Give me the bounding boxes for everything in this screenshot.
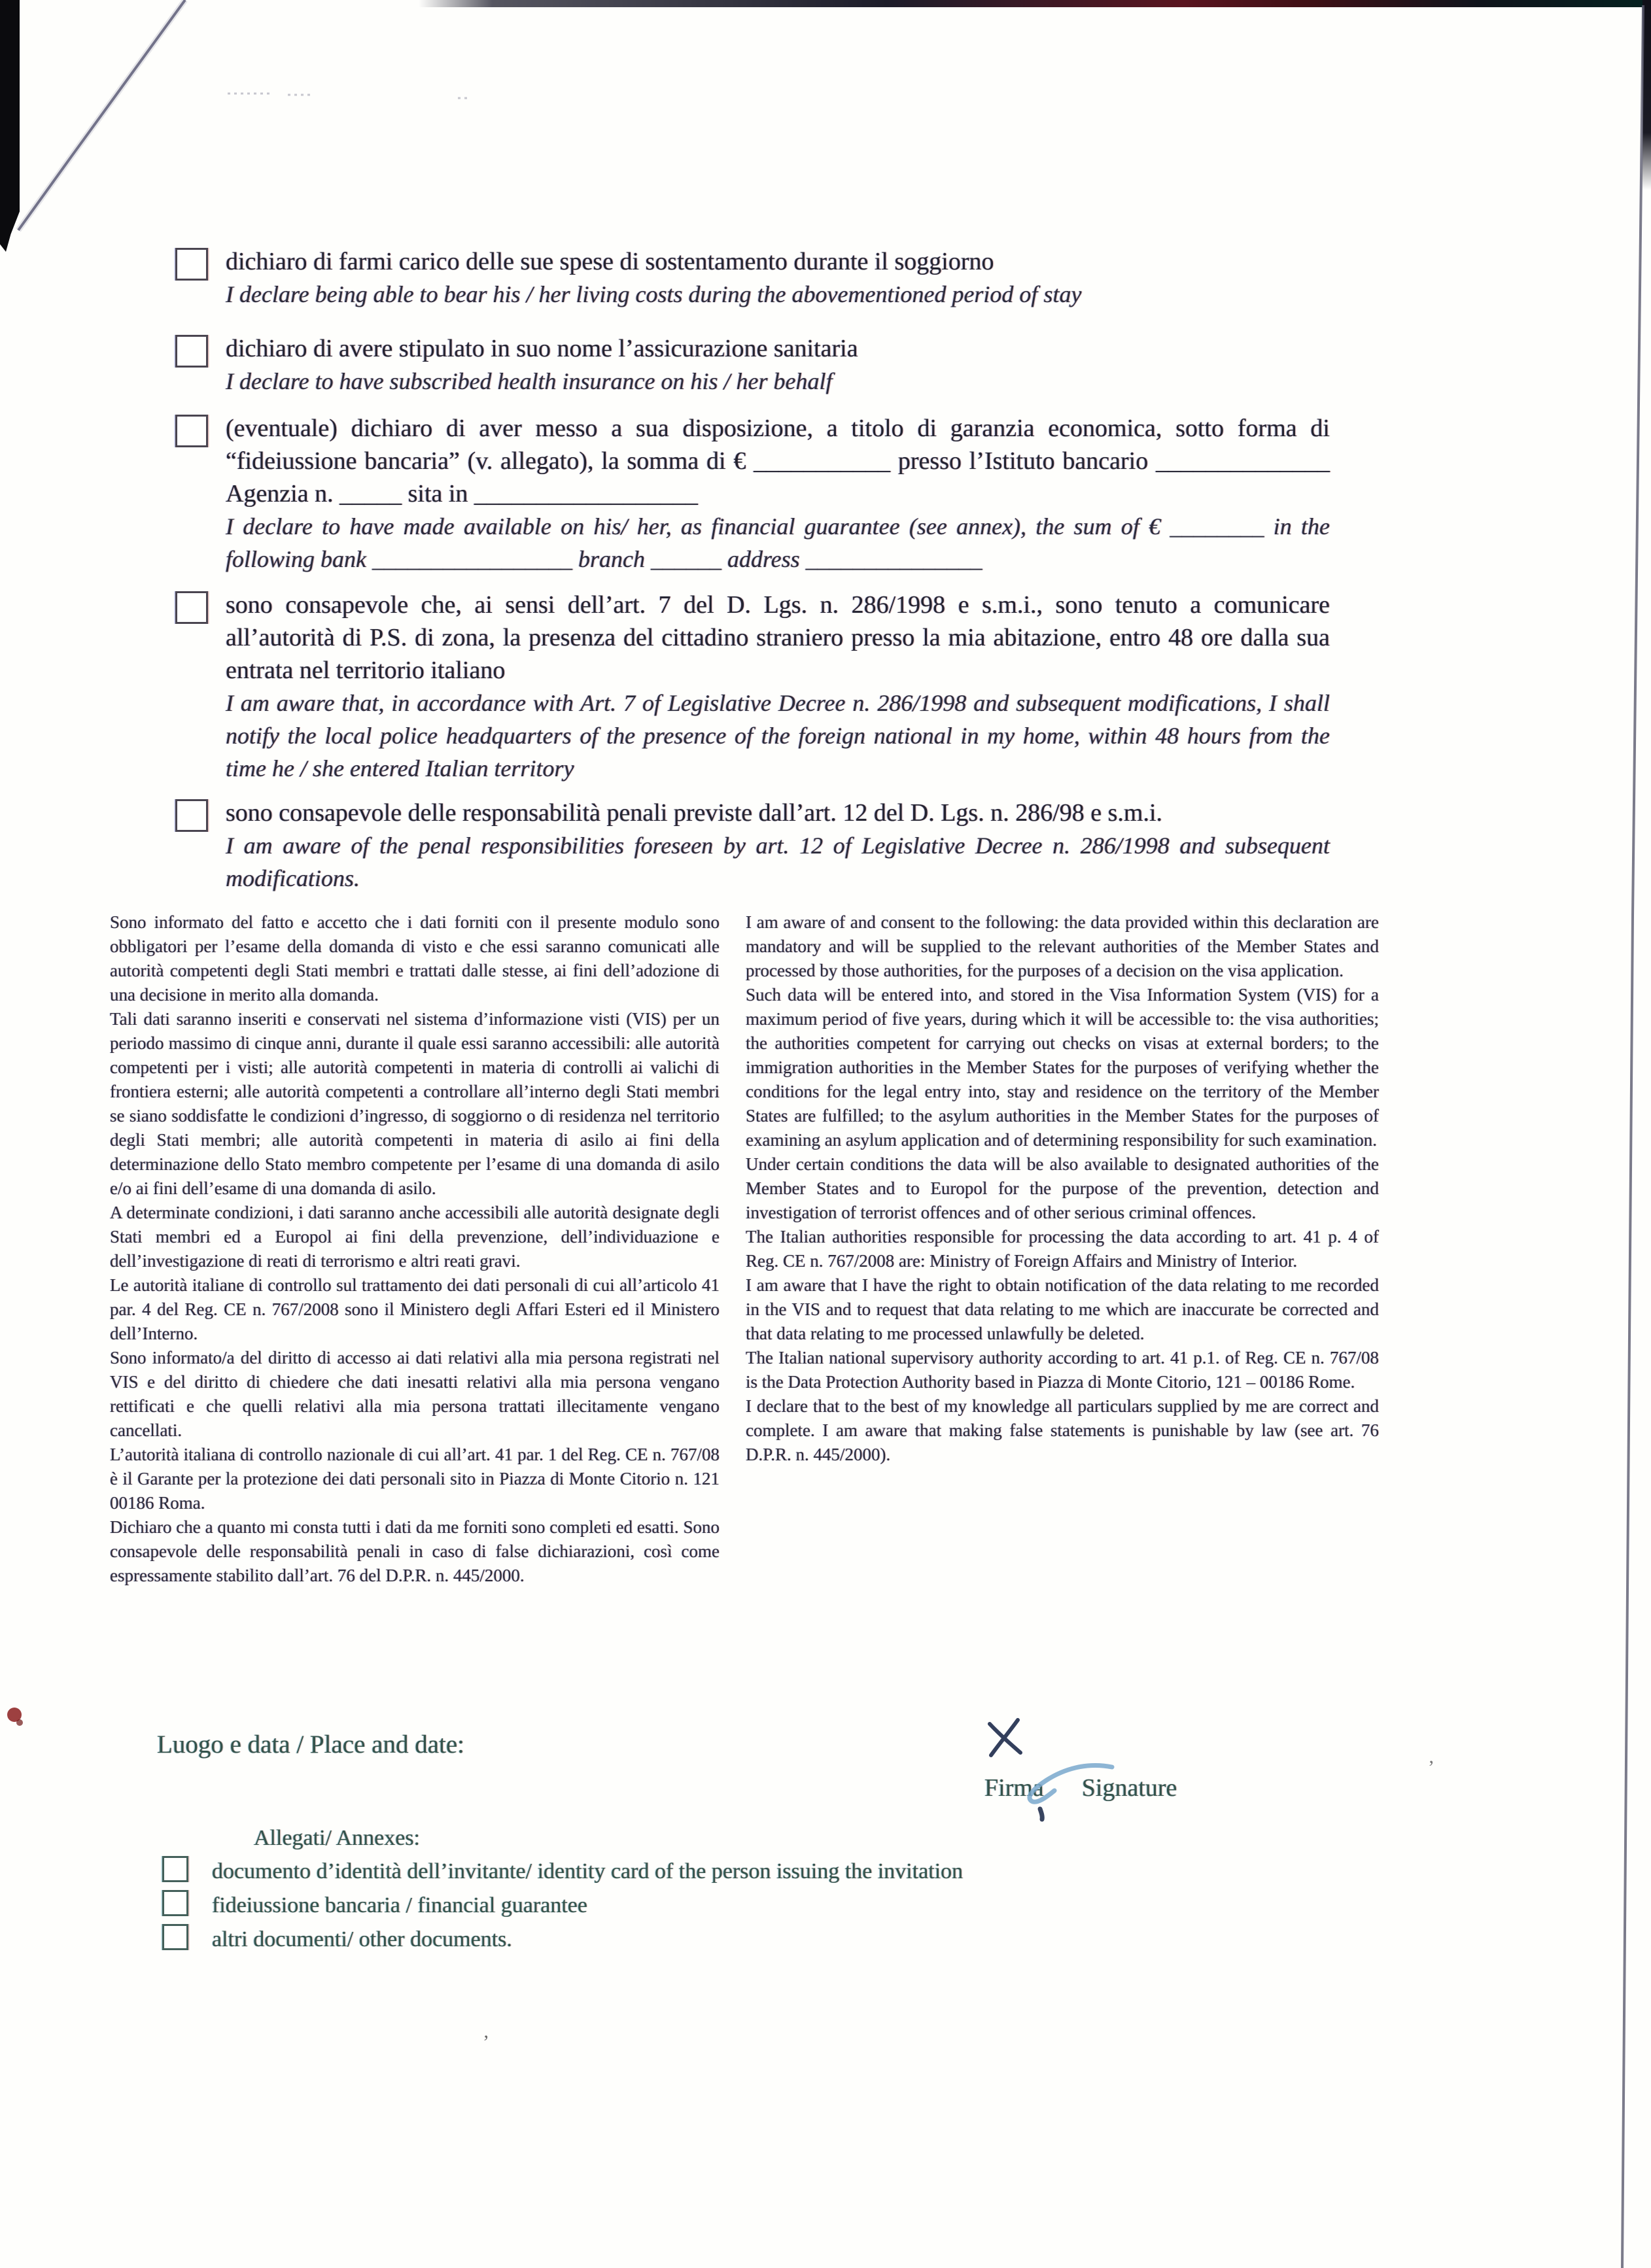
privacy-paragraph: A determinate condizioni, i dati saranno anche accessibili alle autorità designate degli Stati membri ed a Europol ai fini della prevenzione, dell’individuazione e dell’investigazione di reati di terrorismo e altri reati gravi. xyxy=(110,1203,720,1271)
declaration-text-it: dichiaro di farmi carico delle sue spese di sostentamento durante il soggiorno xyxy=(226,248,994,275)
privacy-paragraph: L’autorità italiana di controllo nazionale di cui all’art. 41 par. 1 del Reg. CE n. 767/08 è il Garante per la protezione dei dati personali sito in Piazza di Monte Citorio n. 121 00186 Roma. xyxy=(110,1445,720,1513)
scan-right-edge-strip xyxy=(1642,0,1651,190)
red-speck-small xyxy=(16,1719,23,1726)
privacy-paragraph: Tali dati saranno inseriti e conservati nel sistema d’informazione visti (VIS) per un periodo massimo di cinque anni, durante il quale essi saranno accessibili: alle autorità competenti per i visti; alle autorità competenti in materia di controlli ai valichi di frontiera esterni; alle autorità competenti a controllare all’interno degli Stati membri se siano soddisfatte le condizioni d’ingresso, di soggiorno o di residenza nel territorio degli Stati membri; alle autorità competenti in materia di asilo ai fini della determinazione dello Stato membro competente per l’esame di una domanda di asilo e/o ai fini dell’esame di una domanda di asilo. xyxy=(110,1009,720,1198)
privacy-paragraph: I am aware that I have the right to obtain notification of the data relating to me recorded in the VIS and to request that data relating to me which are inaccurate be corrected and that data relating to me processed unlawfully be deleted. xyxy=(746,1275,1379,1343)
signature-label-en: Signature xyxy=(1081,1774,1177,1802)
annexes-heading: Allegati/ Annexes: xyxy=(254,1826,421,1850)
privacy-notice-column-english xyxy=(746,910,1379,1467)
privacy-paragraph: Sono informato/a del diritto di accesso ai dati relativi alla mia persona registrati nel VIS e del diritto di chiedere che dati inesatti relativi alla mia persona vengano rettificati e che quelli relativi alla mia persona trattati illecitamente vengano cancellati. xyxy=(110,1348,720,1440)
annex-row-identity-card xyxy=(162,1856,963,1885)
privacy-paragraph: Sono informato del fatto e accetto che i dati forniti con il presente modulo sono obbligatori per l’esame della domanda di visto e che essi saranno comunicati alle autorità competenti degli Stati membri e trattati dalle stesse, ai fini dell’adozione di una decisione in merito alla domanda. xyxy=(110,912,720,1005)
annex-row-other-documents xyxy=(162,1924,512,1953)
scan-left-corner-strip xyxy=(0,0,20,252)
scan-faint-dots xyxy=(228,94,471,98)
declaration-text-en: I am aware that, in accordance with Art. 7 of Legislative Decree n. 286/1998 and subsequent modifications, I shall notify the local police headquarters of the presence of the foreign national in my home, within 48 hours from the time he / she entered Italian territory xyxy=(226,690,1330,782)
annex-label: fideiussione bancaria / financial guarantee xyxy=(212,1893,587,1917)
scan-diagonal-line xyxy=(18,0,185,230)
checkbox-financial-guarantee[interactable] xyxy=(175,415,208,447)
declaration-text-it: sono consapevole delle responsabilità penali previste dall’art. 12 del D. Lgs. n. 286/98 e s.m.i. xyxy=(226,799,1163,827)
stray-mark-apostrophe: ’ xyxy=(1428,1757,1434,1778)
red-speck xyxy=(7,1708,22,1722)
scan-diagonal-line-blur xyxy=(18,0,185,230)
privacy-paragraph: Le autorità italiane di controllo sul trattamento dei dati personali di cui all’articolo 41 par. 4 del Reg. CE n. 767/2008 sono il Ministero degli Affari Esteri ed il Ministero dell’Interno. xyxy=(110,1275,720,1343)
privacy-paragraph: I am aware of and consent to the following: the data provided within this declaration are mandatory and will be supplied to the relevant authorities of the Member States and processed by those authorities, for the purposes of a decision on the visa application. xyxy=(746,912,1379,980)
checkbox-annex-identity-card[interactable] xyxy=(162,1856,188,1882)
privacy-paragraph: Under certain conditions the data will be also available to designated authorities of the Member States and to Europol for the purpose of the prevention, detection and investigation of terrorist offences and of other serious criminal offences. xyxy=(746,1154,1379,1222)
declaration-text-it: dichiaro di avere stipulato in suo nome l’assicurazione sanitaria xyxy=(226,335,858,362)
declaration-text-it: (eventuale) dichiaro di aver messo a sua disposizione, a titolo di garanzia economica, sotto forma di “fideiussione bancaria” (v. allegato), la somma di € ___________ presso l’Istituto bancario ______________ Agenzia n. _____ sita in __________________ xyxy=(226,415,1330,507)
checkbox-living-costs[interactable] xyxy=(175,248,208,281)
scan-top-edge-band xyxy=(419,0,1651,7)
scan-right-edge-line xyxy=(1622,5,1643,2268)
stray-mark-comma: ’ xyxy=(483,2031,489,2053)
pen-ink-dot xyxy=(1040,1809,1042,1819)
declaration-text-it: sono consapevole che, ai sensi dell’art. 7 del D. Lgs. n. 286/1998 e s.m.i., sono tenuto a comunicare all’autorità di P.S. di zona, la presenza del cittadino straniero presso la mia abitazione, entro 48 ore dalla sua entrata nel territorio italiano xyxy=(226,591,1330,684)
checkbox-penal-responsibility[interactable] xyxy=(175,799,208,832)
privacy-paragraph: I declare that to the best of my knowledge all particulars supplied by me are correct and complete. I am aware that making false statements is punishable by law (see art. 76 D.P.R. n. 445/2000). xyxy=(746,1396,1379,1464)
privacy-paragraph: The Italian authorities responsible for processing the data according to art. 41 p. 4 of Reg. CE n. 767/2008 are: Ministry of Foreign Affairs and Ministry of Interior. xyxy=(746,1227,1379,1271)
privacy-paragraph: Such data will be entered into, and stored in the Visa Information System (VIS) for a maximum period of five years, during which it will be accessible to: the visa authorities; the authorities competent for carrying out checks on visas at external borders; to the immigration authorities in the Member States for the purposes of verifying whether the conditions for the legal entry into, stay and residence on the territory of the Member States are fulfilled; to the asylum authorities in the Member States for the purposes of examining an asylum application and of determining responsibility for such examination. xyxy=(746,985,1379,1150)
declaration-text-en: I declare to have made available on his/ her, as financial guarantee (see annex), the sum of € ________ in the following bank _________________ branch ______ address _______________ xyxy=(226,513,1330,572)
place-and-date-label: Luogo e data / Place and date: xyxy=(157,1730,464,1759)
declaration-text-en: I am aware of the penal responsibilities foreseen by art. 12 of Legislative Decree n. 286/1998 and subsequent modifications. xyxy=(226,833,1330,891)
declaration-text-en: I declare to have subscribed health insurance on his / her behalf xyxy=(226,368,833,394)
checkbox-annex-other-documents[interactable] xyxy=(162,1924,188,1950)
annex-label: documento d’identità dell’invitante/ identity card of the person issuing the invitation xyxy=(212,1859,964,1883)
privacy-notice-column-italian xyxy=(110,910,720,1588)
declaration-text-en: I declare being able to bear his / her living costs during the abovementioned period of stay xyxy=(226,281,1082,307)
annex-label: altri documenti/ other documents. xyxy=(212,1927,512,1951)
privacy-paragraph: The Italian national supervisory authority according to art. 41 p.1. of Reg. CE n. 767/08 is the Data Protection Authority based in Piazza di Monte Citorio, 121 – 00186 Rome. xyxy=(746,1348,1379,1392)
pen-x-mark xyxy=(990,1720,1020,1755)
annex-row-financial-guarantee xyxy=(162,1890,587,1919)
privacy-paragraph: Dichiaro che a quanto mi consta tutti i dati da me forniti sono completi ed esatti. Sono consapevole delle responsabilità penali in caso di false dichiarazioni, così come espressamente stabilito dall’art. 76 del D.P.R. n. 445/2000. xyxy=(110,1517,720,1585)
checkbox-annex-financial-guarantee[interactable] xyxy=(162,1890,188,1916)
checkbox-health-insurance[interactable] xyxy=(175,335,208,368)
signature-line[interactable] xyxy=(984,1774,1177,1802)
signature-label-it: Firma xyxy=(984,1774,1044,1802)
checkbox-notify-police[interactable] xyxy=(175,591,208,624)
